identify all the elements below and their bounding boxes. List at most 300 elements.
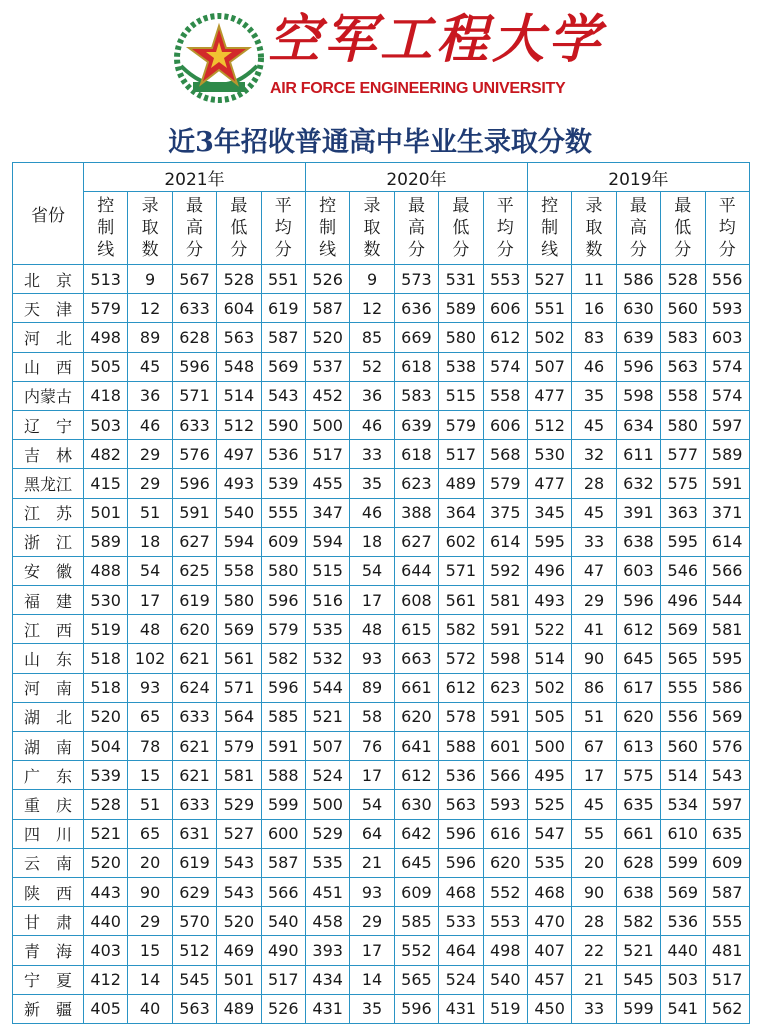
year-header-2020: 2020年: [305, 163, 527, 192]
score-cell: 468: [439, 877, 483, 906]
score-cell: 14: [350, 965, 394, 994]
province-cell: 河 北: [13, 323, 84, 352]
score-cell: 540: [483, 965, 527, 994]
university-english-name: AIR FORCE ENGINEERING UNIVERSITY: [270, 80, 566, 97]
subheader-char: 分: [230, 240, 248, 260]
score-cell: 545: [172, 965, 216, 994]
score-cell: 588: [439, 732, 483, 761]
subheader-char: 线: [319, 240, 337, 260]
score-cell: 521: [616, 936, 660, 965]
score-cell: 541: [661, 994, 705, 1023]
score-cell: 633: [172, 790, 216, 819]
score-cell: 591: [483, 615, 527, 644]
score-cell: 28: [572, 469, 616, 498]
subheader-char: 均: [274, 218, 292, 238]
score-cell: 481: [705, 936, 749, 965]
score-cell: 596: [616, 352, 660, 381]
score-cell: 531: [439, 265, 483, 294]
subheader-lowest-score: [661, 192, 705, 265]
score-cell: 638: [616, 527, 660, 556]
score-cell: 532: [305, 644, 349, 673]
score-cell: 504: [84, 732, 128, 761]
table-row: [13, 907, 750, 936]
score-cell: 603: [705, 323, 749, 352]
admission-scores-table: [12, 162, 750, 1024]
table-row: [13, 644, 750, 673]
score-cell: 574: [705, 381, 749, 410]
table-row: [13, 615, 750, 644]
table-row: [13, 440, 750, 469]
score-cell: 585: [261, 702, 305, 731]
score-cell: 65: [128, 819, 172, 848]
score-cell: 620: [394, 702, 438, 731]
subheader-average-score: [261, 192, 305, 265]
score-cell: 33: [572, 527, 616, 556]
score-cell: 619: [261, 294, 305, 323]
score-cell: 29: [350, 907, 394, 936]
score-cell: 583: [661, 323, 705, 352]
score-cell: 593: [483, 790, 527, 819]
score-cell: 29: [572, 586, 616, 615]
score-cell: 619: [172, 848, 216, 877]
score-cell: 639: [394, 410, 438, 439]
province-cell: 北 京: [13, 265, 84, 294]
score-cell: 547: [527, 819, 571, 848]
score-cell: 642: [394, 819, 438, 848]
subheader-control-line: [84, 192, 128, 265]
score-cell: 620: [483, 848, 527, 877]
table-row: [13, 586, 750, 615]
score-cell: 591: [483, 702, 527, 731]
score-cell: 89: [128, 323, 172, 352]
province-cell: 广 东: [13, 761, 84, 790]
score-cell: 580: [217, 586, 261, 615]
score-cell: 558: [661, 381, 705, 410]
subheader-char: 取: [585, 218, 603, 238]
score-cell: 11: [572, 265, 616, 294]
table-row: [13, 410, 750, 439]
score-cell: 596: [261, 586, 305, 615]
score-cell: 498: [84, 323, 128, 352]
subheader-char: 取: [363, 218, 381, 238]
score-cell: 521: [305, 702, 349, 731]
score-cell: 9: [350, 265, 394, 294]
score-cell: 48: [128, 615, 172, 644]
score-cell: 595: [661, 527, 705, 556]
score-cell: 567: [172, 265, 216, 294]
score-cell: 580: [439, 323, 483, 352]
score-cell: 536: [261, 440, 305, 469]
score-cell: 76: [350, 732, 394, 761]
score-cell: 551: [261, 265, 305, 294]
score-cell: 363: [661, 498, 705, 527]
subheader-char: 最: [185, 196, 203, 216]
score-cell: 592: [483, 556, 527, 585]
subheader-char: 分: [629, 240, 647, 260]
score-cell: 536: [439, 761, 483, 790]
province-cell: 山 西: [13, 352, 84, 381]
score-cell: 576: [172, 440, 216, 469]
score-cell: 52: [350, 352, 394, 381]
score-cell: 501: [217, 965, 261, 994]
score-cell: 505: [527, 702, 571, 731]
score-cell: 51: [572, 702, 616, 731]
subheader-row: [13, 192, 750, 265]
subheader-char: 最: [230, 196, 248, 216]
subheader-char: 线: [541, 240, 559, 260]
score-cell: 495: [527, 761, 571, 790]
score-cell: 526: [305, 265, 349, 294]
score-cell: 517: [305, 440, 349, 469]
subheader-char: 分: [407, 240, 425, 260]
province-cell: 黑龙江: [13, 469, 84, 498]
score-cell: 21: [572, 965, 616, 994]
score-cell: 393: [305, 936, 349, 965]
score-cell: 579: [261, 615, 305, 644]
score-cell: 493: [217, 469, 261, 498]
air-force-emblem-icon: [173, 12, 265, 104]
score-cell: 18: [350, 527, 394, 556]
score-cell: 616: [483, 819, 527, 848]
score-cell: 543: [705, 761, 749, 790]
province-cell: 湖 南: [13, 732, 84, 761]
score-cell: 645: [394, 848, 438, 877]
score-cell: 51: [128, 498, 172, 527]
score-cell: 579: [483, 469, 527, 498]
score-cell: 563: [661, 352, 705, 381]
score-cell: 631: [172, 819, 216, 848]
score-cell: 596: [394, 994, 438, 1023]
score-cell: 482: [84, 440, 128, 469]
subheader-char: 线: [97, 240, 115, 260]
score-cell: 519: [84, 615, 128, 644]
table-row: [13, 469, 750, 498]
score-cell: 575: [661, 469, 705, 498]
score-cell: 514: [661, 761, 705, 790]
score-cell: 588: [261, 761, 305, 790]
table-body: [13, 265, 750, 1024]
score-cell: 644: [394, 556, 438, 585]
subheader-char: 分: [496, 240, 514, 260]
score-cell: 102: [128, 644, 172, 673]
subheader-char: 平: [718, 196, 736, 216]
score-cell: 29: [128, 469, 172, 498]
score-cell: 477: [527, 381, 571, 410]
score-cell: 599: [616, 994, 660, 1023]
score-cell: 566: [261, 877, 305, 906]
score-cell: 452: [305, 381, 349, 410]
score-cell: 578: [439, 702, 483, 731]
score-cell: 458: [305, 907, 349, 936]
score-cell: 515: [439, 381, 483, 410]
score-cell: 602: [439, 527, 483, 556]
subheader-char: 控: [541, 196, 559, 216]
score-cell: 45: [572, 410, 616, 439]
score-cell: 533: [439, 907, 483, 936]
province-cell: 辽 宁: [13, 410, 84, 439]
score-cell: 65: [128, 702, 172, 731]
subheader-char: 最: [452, 196, 470, 216]
score-cell: 614: [705, 527, 749, 556]
score-cell: 612: [616, 615, 660, 644]
score-cell: 520: [217, 907, 261, 936]
score-cell: 539: [261, 469, 305, 498]
province-cell: 甘 肃: [13, 907, 84, 936]
score-cell: 46: [572, 352, 616, 381]
score-cell: 498: [483, 936, 527, 965]
score-cell: 587: [705, 877, 749, 906]
score-cell: 41: [572, 615, 616, 644]
score-cell: 520: [84, 702, 128, 731]
score-cell: 587: [261, 323, 305, 352]
score-cell: 524: [439, 965, 483, 994]
score-cell: 9: [128, 265, 172, 294]
page-header: [0, 0, 760, 158]
score-cell: 565: [661, 644, 705, 673]
province-cell: 宁 夏: [13, 965, 84, 994]
score-cell: 572: [439, 644, 483, 673]
score-cell: 623: [394, 469, 438, 498]
province-cell: 湖 北: [13, 702, 84, 731]
score-cell: 598: [483, 644, 527, 673]
table-row: [13, 761, 750, 790]
subheader-char: 低: [452, 218, 470, 238]
score-cell: 544: [705, 586, 749, 615]
subheader-char: 分: [452, 240, 470, 260]
subheader-char: 分: [185, 240, 203, 260]
score-cell: 33: [350, 440, 394, 469]
score-cell: 521: [84, 819, 128, 848]
score-cell: 545: [616, 965, 660, 994]
score-cell: 586: [705, 673, 749, 702]
score-cell: 628: [172, 323, 216, 352]
score-cell: 575: [616, 761, 660, 790]
score-cell: 470: [527, 907, 571, 936]
score-cell: 561: [217, 644, 261, 673]
province-cell: 四 川: [13, 819, 84, 848]
score-cell: 67: [572, 732, 616, 761]
score-cell: 627: [172, 527, 216, 556]
subheader-char: 高: [407, 218, 425, 238]
score-cell: 558: [217, 556, 261, 585]
score-cell: 527: [217, 819, 261, 848]
year-header-2019: 2019年: [527, 163, 749, 192]
score-cell: 528: [217, 265, 261, 294]
score-cell: 364: [439, 498, 483, 527]
score-cell: 40: [128, 994, 172, 1023]
score-cell: 502: [527, 323, 571, 352]
score-cell: 599: [661, 848, 705, 877]
score-cell: 625: [172, 556, 216, 585]
score-cell: 90: [572, 644, 616, 673]
score-cell: 596: [439, 848, 483, 877]
score-cell: 543: [217, 877, 261, 906]
subheader-char: 分: [718, 240, 736, 260]
score-cell: 90: [572, 877, 616, 906]
score-cell: 548: [217, 352, 261, 381]
score-cell: 468: [527, 877, 571, 906]
score-cell: 571: [172, 381, 216, 410]
score-cell: 555: [661, 673, 705, 702]
province-cell: 山 东: [13, 644, 84, 673]
score-cell: 489: [217, 994, 261, 1023]
score-cell: 596: [261, 673, 305, 702]
score-cell: 45: [128, 352, 172, 381]
score-cell: 412: [84, 965, 128, 994]
score-cell: 514: [527, 644, 571, 673]
score-cell: 564: [217, 702, 261, 731]
score-cell: 512: [217, 410, 261, 439]
score-cell: 85: [350, 323, 394, 352]
score-cell: 15: [128, 761, 172, 790]
subheader-char: 制: [319, 218, 337, 238]
score-cell: 621: [172, 732, 216, 761]
score-cell: 522: [527, 615, 571, 644]
score-cell: 638: [616, 877, 660, 906]
score-cell: 514: [217, 381, 261, 410]
subheader-admitted-count: [128, 192, 172, 265]
score-cell: 632: [616, 469, 660, 498]
score-cell: 64: [350, 819, 394, 848]
score-cell: 388: [394, 498, 438, 527]
score-cell: 455: [305, 469, 349, 498]
score-cell: 563: [172, 994, 216, 1023]
score-cell: 563: [439, 790, 483, 819]
table-row: [13, 877, 750, 906]
score-cell: 606: [483, 410, 527, 439]
subheader-char: 高: [629, 218, 647, 238]
score-cell: 627: [394, 527, 438, 556]
score-cell: 597: [705, 410, 749, 439]
score-cell: 407: [527, 936, 571, 965]
table-row: [13, 265, 750, 294]
score-cell: 568: [483, 440, 527, 469]
subheader-char: 控: [97, 196, 115, 216]
score-cell: 571: [217, 673, 261, 702]
score-cell: 570: [172, 907, 216, 936]
score-cell: 591: [705, 469, 749, 498]
score-cell: 469: [217, 936, 261, 965]
score-cell: 599: [261, 790, 305, 819]
score-cell: 21: [350, 848, 394, 877]
score-cell: 45: [572, 498, 616, 527]
score-cell: 634: [616, 410, 660, 439]
score-cell: 598: [616, 381, 660, 410]
score-cell: 29: [128, 440, 172, 469]
score-cell: 587: [305, 294, 349, 323]
score-cell: 535: [305, 848, 349, 877]
score-cell: 661: [394, 673, 438, 702]
score-cell: 14: [128, 965, 172, 994]
score-cell: 36: [350, 381, 394, 410]
score-cell: 636: [394, 294, 438, 323]
score-cell: 16: [572, 294, 616, 323]
score-cell: 591: [261, 732, 305, 761]
score-cell: 563: [217, 323, 261, 352]
score-cell: 464: [439, 936, 483, 965]
subheader-average-score: [705, 192, 749, 265]
score-cell: 32: [572, 440, 616, 469]
score-cell: 538: [439, 352, 483, 381]
subheader-char: 控: [319, 196, 337, 216]
province-cell: 河 南: [13, 673, 84, 702]
score-cell: 519: [483, 994, 527, 1023]
score-cell: 503: [84, 410, 128, 439]
score-cell: 618: [394, 440, 438, 469]
score-cell: 628: [616, 848, 660, 877]
score-cell: 560: [661, 732, 705, 761]
score-cell: 555: [705, 907, 749, 936]
score-cell: 587: [261, 848, 305, 877]
score-cell: 669: [394, 323, 438, 352]
score-cell: 513: [84, 265, 128, 294]
subheader-highest-score: [172, 192, 216, 265]
table-row: [13, 848, 750, 877]
score-cell: 536: [661, 907, 705, 936]
score-cell: 46: [350, 410, 394, 439]
score-cell: 488: [84, 556, 128, 585]
table-row: [13, 294, 750, 323]
score-cell: 537: [305, 352, 349, 381]
score-cell: 46: [128, 410, 172, 439]
score-cell: 540: [217, 498, 261, 527]
score-cell: 431: [305, 994, 349, 1023]
score-cell: 591: [172, 498, 216, 527]
score-cell: 527: [527, 265, 571, 294]
score-cell: 566: [483, 761, 527, 790]
score-cell: 612: [483, 323, 527, 352]
score-cell: 619: [172, 586, 216, 615]
score-cell: 594: [217, 527, 261, 556]
table-row: [13, 732, 750, 761]
score-cell: 45: [572, 790, 616, 819]
score-cell: 630: [394, 790, 438, 819]
table-row: [13, 702, 750, 731]
score-cell: 663: [394, 644, 438, 673]
score-cell: 505: [84, 352, 128, 381]
score-cell: 595: [527, 527, 571, 556]
score-cell: 556: [705, 265, 749, 294]
subheader-char: 制: [541, 218, 559, 238]
score-cell: 17: [350, 761, 394, 790]
score-cell: 579: [439, 410, 483, 439]
score-cell: 15: [128, 936, 172, 965]
score-cell: 624: [172, 673, 216, 702]
subheader-char: 录: [141, 196, 159, 216]
table-header: [13, 163, 750, 265]
score-cell: 617: [616, 673, 660, 702]
score-cell: 608: [394, 586, 438, 615]
score-cell: 503: [661, 965, 705, 994]
score-cell: 596: [616, 586, 660, 615]
score-cell: 586: [616, 265, 660, 294]
score-cell: 36: [128, 381, 172, 410]
table-row: [13, 352, 750, 381]
score-cell: 540: [261, 907, 305, 936]
score-cell: 609: [705, 848, 749, 877]
score-cell: 594: [305, 527, 349, 556]
score-cell: 440: [661, 936, 705, 965]
score-cell: 639: [616, 323, 660, 352]
score-cell: 641: [394, 732, 438, 761]
score-cell: 612: [439, 673, 483, 702]
score-cell: 54: [350, 790, 394, 819]
table-row: [13, 381, 750, 410]
subheader-char: 最: [674, 196, 692, 216]
score-cell: 507: [527, 352, 571, 381]
score-cell: 579: [84, 294, 128, 323]
score-cell: 28: [572, 907, 616, 936]
